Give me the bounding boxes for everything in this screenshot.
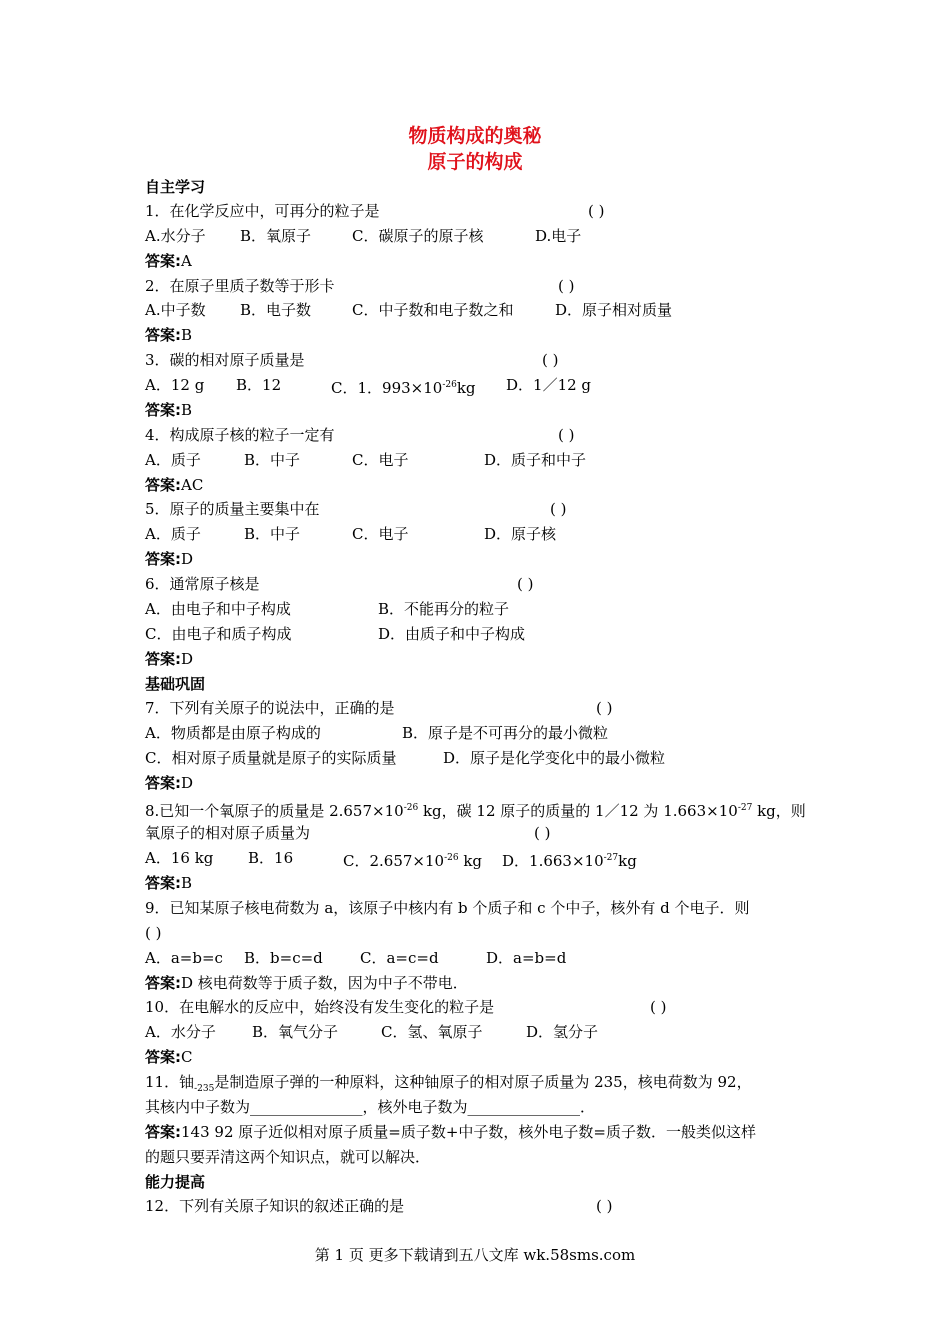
option-d: D.电子 (535, 227, 582, 245)
exponent: -26 (444, 853, 459, 863)
answer-blank: ( ) (517, 575, 534, 593)
option-b: B．不能再分的粒子 (378, 600, 510, 618)
option-c: C．a=c=d (360, 949, 439, 967)
answer-label: 答案: (145, 650, 181, 668)
option-d: D．a=b=d (486, 949, 567, 967)
option-a: A．物质都是由原子构成的 (145, 724, 321, 742)
option-c (331, 375, 476, 398)
question-8-stem (145, 798, 806, 821)
option-d: D．原子是化学变化中的最小微粒 (443, 749, 666, 767)
answer-label: 答案: (145, 401, 181, 419)
option-a: A．由电子和中子构成 (145, 600, 291, 618)
option-c: C．中子数和电子数之和 (352, 301, 514, 319)
option-b: B．中子 (244, 451, 301, 469)
option-c: C．碳原子的原子核 (352, 227, 484, 245)
answer-value: B (181, 326, 193, 344)
question-2-stem: 2．在原子里质子数等于形卡 (145, 277, 335, 295)
question-5-stem: 5．原子的质量主要集中在 (145, 500, 320, 518)
option-d: D．氢分子 (526, 1023, 599, 1041)
answer-5 (145, 549, 193, 569)
answer-label: 答案: (145, 974, 181, 992)
question-6-stem: 6．通常原子核是 (145, 575, 260, 593)
answer-8 (145, 873, 192, 893)
option-d: D．由质子和中子构成 (378, 625, 526, 643)
answer-value: C (181, 1048, 193, 1066)
question-12-stem: 12．下列有关原子知识的叙述正确的是 (145, 1197, 405, 1215)
stem-part: 11．铀 (145, 1073, 195, 1091)
option-d: D．1／12 g (506, 376, 592, 394)
answer-11-line2: 的题只要弄清这两个知识点，就可以解决． (145, 1148, 431, 1166)
answer-value: D (181, 650, 194, 668)
stem-part: kg，则 (752, 802, 806, 820)
page-footer: 第 1 页 更多下载请到五八文库 wk.58sms.com (314, 1246, 636, 1264)
option-a: A．水分子 (145, 1023, 216, 1041)
answer-blank: ( ) (534, 824, 551, 842)
option-a: A.水分子 (145, 227, 206, 245)
answer-3 (145, 400, 192, 420)
answer-value: 143 92 原子近似相对原子质量=质子数+中子数，核外电子数=质子数．一般类似这样 (181, 1123, 756, 1141)
answer-2 (145, 325, 192, 345)
option-b: B．b=c=d (244, 949, 323, 967)
option-c: C．由电子和质子构成 (145, 625, 292, 643)
stem-part: 是制造原子弹的一种原料，这种铀原子的相对原子质量为 235，核电荷数为 92， (214, 1073, 752, 1091)
answer-value: AC (181, 476, 204, 494)
exponent: -27 (737, 803, 753, 813)
option-d: D．原子相对质量 (555, 301, 673, 319)
option-d-text: D．1.663×10 (502, 852, 604, 870)
answer-9 (145, 973, 468, 993)
question-9-stem: 9．已知某原子核电荷数为 a，该原子中核内有 b 个质子和 c 个中子，核外有 d 个电子．则 (145, 899, 750, 917)
answer-10 (145, 1047, 192, 1067)
answer-value: A (181, 252, 192, 270)
exponent: -26 (442, 380, 457, 390)
question-3-stem: 3．碳的相对原子质量是 (145, 351, 305, 369)
option-d: D．原子核 (484, 525, 557, 543)
option-b: B．16 (248, 849, 294, 867)
answer-label: 答案: (145, 476, 181, 494)
question-1-stem: 1．在化学反应中，可再分的粒子是 (145, 202, 380, 220)
option-c: C．相对原子质量就是原子的实际质量 (145, 749, 397, 767)
option-b: B．原子是不可再分的最小微粒 (402, 724, 609, 742)
answer-value: D 核电荷数等于质子数，因为中子不带电． (181, 974, 468, 992)
answer-label: 答案: (145, 326, 181, 344)
exponent: -27 (603, 853, 619, 863)
document-title: 物质构成的奥秘 (408, 125, 542, 147)
answer-label: 答案: (145, 874, 181, 892)
answer-blank: ( ) (596, 1197, 613, 1215)
option-d: D．质子和中子 (484, 451, 587, 469)
answer-value: D (181, 550, 194, 568)
question-7-stem: 7．下列有关原子的说法中，正确的是 (145, 699, 395, 717)
answer-7 (145, 773, 193, 793)
answer-label: 答案: (145, 252, 181, 270)
answer-label: 答案: (145, 1048, 181, 1066)
option-a: A．12 g (145, 376, 205, 394)
option-a: A．质子 (145, 525, 201, 543)
option-c (343, 848, 482, 871)
option-b: B．电子数 (240, 301, 312, 319)
option-a: A．a=b=c (145, 949, 223, 967)
answer-label: 答案: (145, 1123, 181, 1141)
question-10-stem: 10．在电解水的反应中，始终没有发生变化的粒子是 (145, 998, 495, 1016)
stem-part: 8.已知一个氧原子的质量是 2.657×10 (145, 802, 404, 820)
option-b: B．氧气分子 (252, 1023, 339, 1041)
answer-blank: ( ) (558, 426, 575, 444)
option-c-text: C．2.657×10 (343, 852, 445, 870)
answer-4 (145, 475, 203, 495)
answer-blank: ( ) (542, 351, 559, 369)
answer-value: B (181, 874, 193, 892)
option-a: A．质子 (145, 451, 201, 469)
option-b: B．中子 (244, 525, 301, 543)
question-11-stem (145, 1072, 752, 1099)
answer-blank: ( ) (596, 699, 613, 717)
question-8-stem-line2: 氧原子的相对原子质量为 (145, 824, 311, 842)
option-a: A．16 kg (145, 849, 214, 867)
option-c: C．氢、氧原子 (381, 1023, 483, 1041)
answer-value: D (181, 774, 194, 792)
document-subtitle: 原子的构成 (427, 151, 523, 173)
section-heading-ability-improvement: 能力提高 (145, 1173, 206, 1191)
answer-11 (145, 1122, 756, 1142)
unit: kg (456, 379, 476, 397)
section-heading-basic-consolidation: 基础巩固 (145, 675, 206, 693)
option-b: B．氧原子 (240, 227, 312, 245)
option-c: C．电子 (352, 525, 409, 543)
stem-part: kg，碳 12 原子的质量的 1／12 为 1.663×10 (418, 802, 738, 820)
answer-blank: ( ) (145, 924, 162, 942)
exponent: -26 (403, 803, 419, 813)
answer-label: 答案: (145, 550, 181, 568)
unit: kg (458, 852, 483, 870)
question-11-stem-line2: 其核内中子数为_______________，核外电子数为_______________． (145, 1098, 596, 1116)
option-d (502, 848, 637, 871)
answer-1 (145, 251, 192, 271)
answer-blank: ( ) (588, 202, 605, 220)
option-a: A.中子数 (145, 301, 206, 319)
answer-blank: ( ) (550, 500, 567, 518)
section-heading-self-study: 自主学习 (145, 178, 206, 196)
option-c-text: C．1．993×10 (331, 379, 443, 397)
unit: kg (618, 852, 637, 870)
answer-6 (145, 649, 193, 669)
option-b: B．12 (236, 376, 282, 394)
answer-value: B (181, 401, 193, 419)
question-4-stem: 4．构成原子核的粒子一定有 (145, 426, 335, 444)
option-c: C．电子 (352, 451, 409, 469)
answer-label: 答案: (145, 774, 181, 792)
answer-blank: ( ) (558, 277, 575, 295)
answer-blank: ( ) (650, 998, 667, 1016)
isotope-subscript: -235 (194, 1084, 215, 1094)
